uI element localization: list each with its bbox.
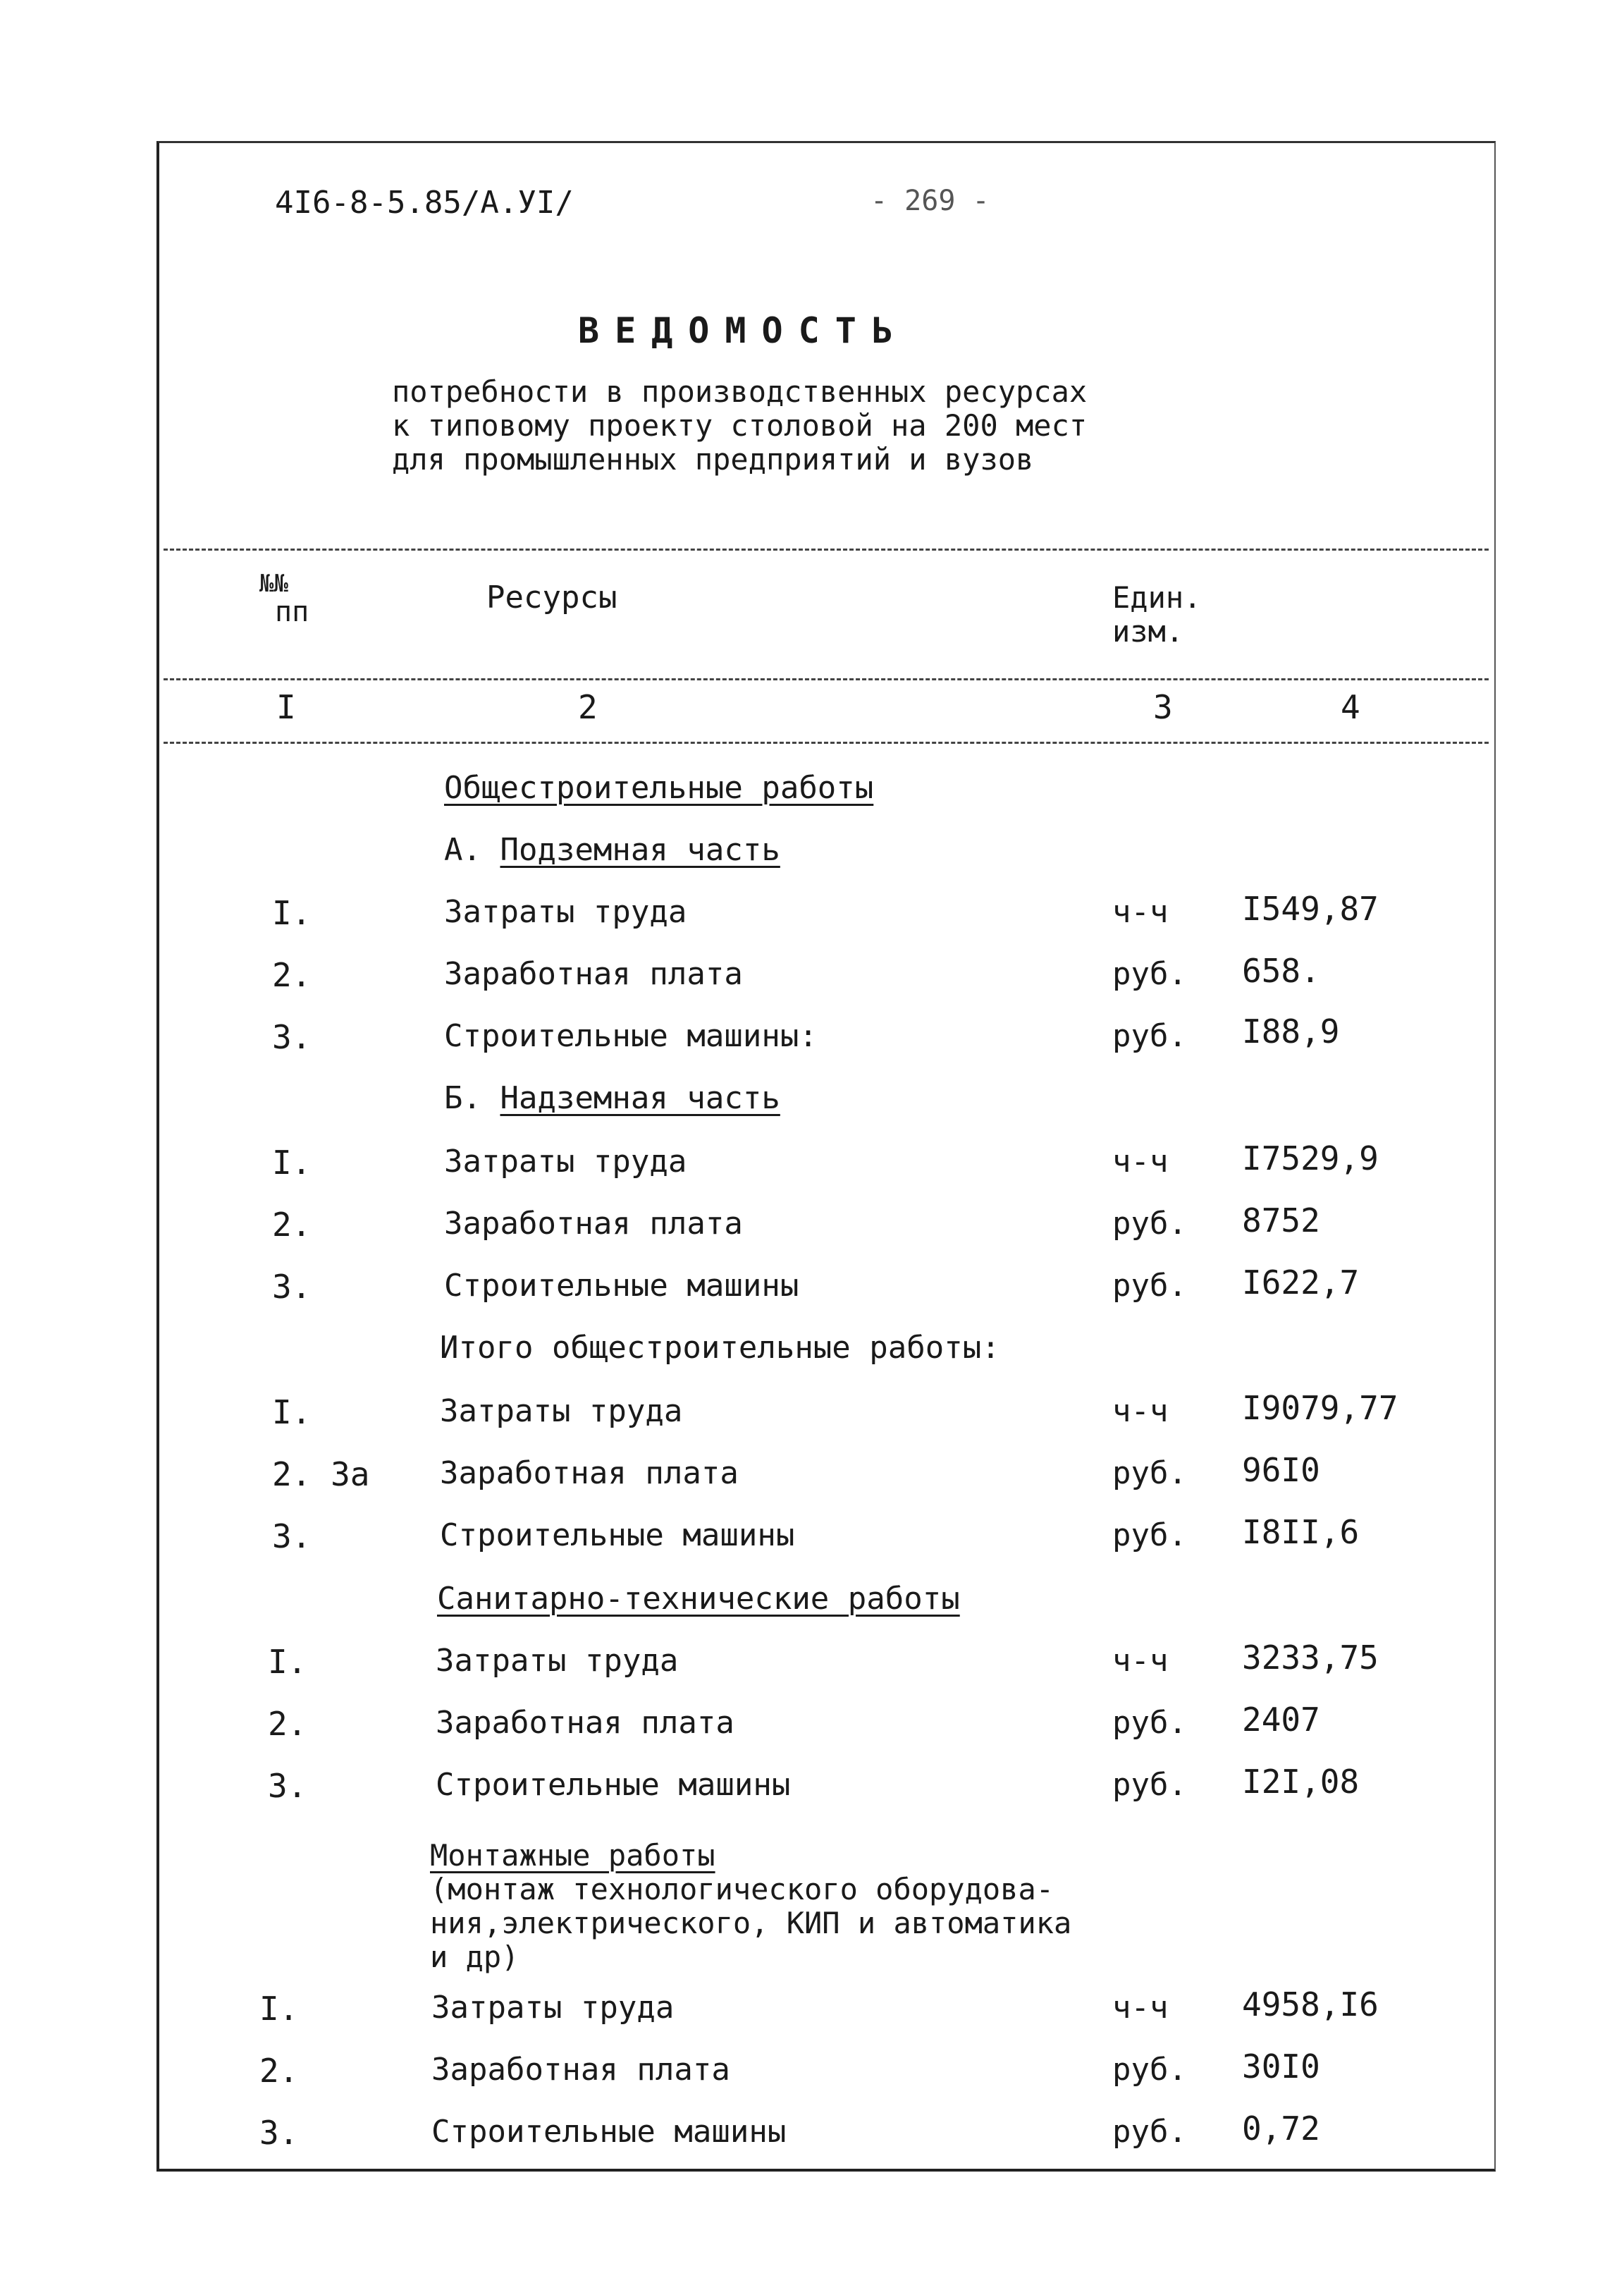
header-col-number-line2: пп <box>275 596 309 628</box>
row-value: I622,7 <box>1242 1263 1360 1302</box>
header-col-number-line1: №№ <box>259 570 288 598</box>
subtitle-line: к типовому проекту столовой на 200 мест <box>392 408 1088 443</box>
row-index: I. <box>259 1990 299 2028</box>
document-subtitle <box>392 375 1087 477</box>
subtitle-line: потребности в производственных ресурсах <box>392 374 1088 409</box>
row-value: 2407 <box>1242 1701 1320 1739</box>
section-mounting-desc-line: ния,электрического, КИП и автоматика <box>430 1906 1072 1940</box>
row-index: 3. <box>272 1268 312 1306</box>
row-value: 3233,75 <box>1242 1639 1379 1677</box>
section-underground <box>444 832 780 868</box>
row-index: I. <box>272 1144 312 1182</box>
row-resource: Строительные машины <box>444 1268 799 1304</box>
row-resource: Затраты труда <box>444 894 687 930</box>
section-general-works: Общестроительные работы <box>444 770 874 806</box>
row-index: 3. <box>268 1767 307 1805</box>
section-aboveground-label: Надземная часть <box>500 1080 780 1116</box>
row-index: 3. <box>272 1018 312 1056</box>
row-value: 0,72 <box>1242 2110 1320 2148</box>
column-number-1: I <box>276 688 296 726</box>
row-resource: Заработная плата <box>444 1206 743 1242</box>
row-value: I88,9 <box>1242 1012 1340 1051</box>
section-mounting-title: Монтажные работы <box>430 1838 715 1873</box>
row-value: 8752 <box>1242 1201 1320 1239</box>
row-resource: Заработная плата <box>431 2052 730 2088</box>
document-code: 4I6-8-5.85/A.УI/ <box>275 185 574 221</box>
row-index: 2. 3а <box>272 1455 370 1493</box>
subtitle-line: для промышленных предприятий и вузов <box>392 442 1034 477</box>
row-unit: руб. <box>1112 1517 1187 1553</box>
row-value: I549,87 <box>1242 890 1379 928</box>
section-mounting-desc-line: и др) <box>430 1940 519 1974</box>
row-resource: Строительные машины <box>431 2114 787 2150</box>
row-value: 658. <box>1242 952 1320 990</box>
section-aboveground <box>444 1080 780 1116</box>
row-index: 2. <box>272 1206 312 1244</box>
row-unit: руб. <box>1112 1018 1187 1054</box>
section-sanitary-works: Санитарно-технические работы <box>437 1581 960 1617</box>
row-unit: руб. <box>1112 2114 1187 2150</box>
row-resource: Затраты труда <box>444 1144 687 1180</box>
row-value: 30I0 <box>1242 2047 1320 2086</box>
row-index: 3. <box>259 2114 299 2152</box>
row-index: I. <box>272 894 312 932</box>
row-unit: руб. <box>1112 2052 1187 2088</box>
row-unit: руб. <box>1112 1767 1187 1803</box>
column-number-3: 3 <box>1153 688 1173 726</box>
section-mounting-works <box>430 1839 1071 1974</box>
header-col-resources: Ресурсы <box>486 580 617 616</box>
document-title: ВЕДОМОСТЬ <box>578 310 909 351</box>
header-bottom-rule <box>164 742 1489 744</box>
row-index: 2. <box>272 956 312 994</box>
section-underground-label: Подземная часть <box>500 832 780 868</box>
row-resource: Затраты труда <box>440 1393 683 1429</box>
row-resource: Заработная плата <box>436 1705 734 1741</box>
header-col-unit-line1: Един. <box>1112 580 1202 615</box>
row-unit: руб. <box>1112 1455 1187 1491</box>
row-unit: ч-ч <box>1112 1643 1169 1679</box>
row-resource: Строительные машины <box>436 1767 791 1803</box>
row-index: 3. <box>272 1517 312 1555</box>
row-value: 4958,I6 <box>1242 1985 1379 2023</box>
row-unit: ч-ч <box>1112 1393 1169 1429</box>
header-col-unit <box>1112 581 1201 649</box>
section-aboveground-prefix: Б. <box>444 1080 481 1116</box>
row-unit: ч-ч <box>1112 1990 1169 2026</box>
row-value: 96I0 <box>1242 1451 1320 1489</box>
row-value: I9079,77 <box>1242 1389 1398 1427</box>
row-index: I. <box>268 1643 307 1681</box>
row-resource: Затраты труда <box>431 1990 675 2026</box>
column-number-4: 4 <box>1341 688 1360 726</box>
row-unit: ч-ч <box>1112 894 1169 930</box>
row-unit: руб. <box>1112 1206 1187 1242</box>
section-underground-prefix: А. <box>444 832 481 868</box>
section-mounting-desc-line: (монтаж технологического оборудова- <box>430 1872 1054 1906</box>
row-index: 2. <box>268 1705 307 1743</box>
section-total-general: Итого общестроительные работы: <box>440 1330 1000 1366</box>
header-mid-rule <box>164 678 1489 680</box>
row-unit: руб. <box>1112 1268 1187 1304</box>
row-resource: Затраты труда <box>436 1643 679 1679</box>
row-value: I2I,08 <box>1242 1763 1360 1801</box>
row-value: I7529,9 <box>1242 1139 1379 1177</box>
row-index: I. <box>272 1393 312 1431</box>
row-unit: руб. <box>1112 956 1187 992</box>
row-unit: ч-ч <box>1112 1144 1169 1180</box>
row-index: 2. <box>259 2052 299 2090</box>
header-col-unit-line2: изм. <box>1112 614 1184 649</box>
header-col-number <box>259 570 309 626</box>
row-resource: Заработная плата <box>440 1455 739 1491</box>
table-top-rule <box>164 549 1489 551</box>
row-value: I8II,6 <box>1242 1513 1360 1551</box>
row-resource: Заработная плата <box>444 956 743 992</box>
column-number-2: 2 <box>578 688 598 726</box>
row-resource: Строительные машины <box>440 1517 795 1553</box>
row-unit: руб. <box>1112 1705 1187 1741</box>
page-number: - 269 - <box>871 185 990 217</box>
row-resource: Строительные машины: <box>444 1018 818 1054</box>
